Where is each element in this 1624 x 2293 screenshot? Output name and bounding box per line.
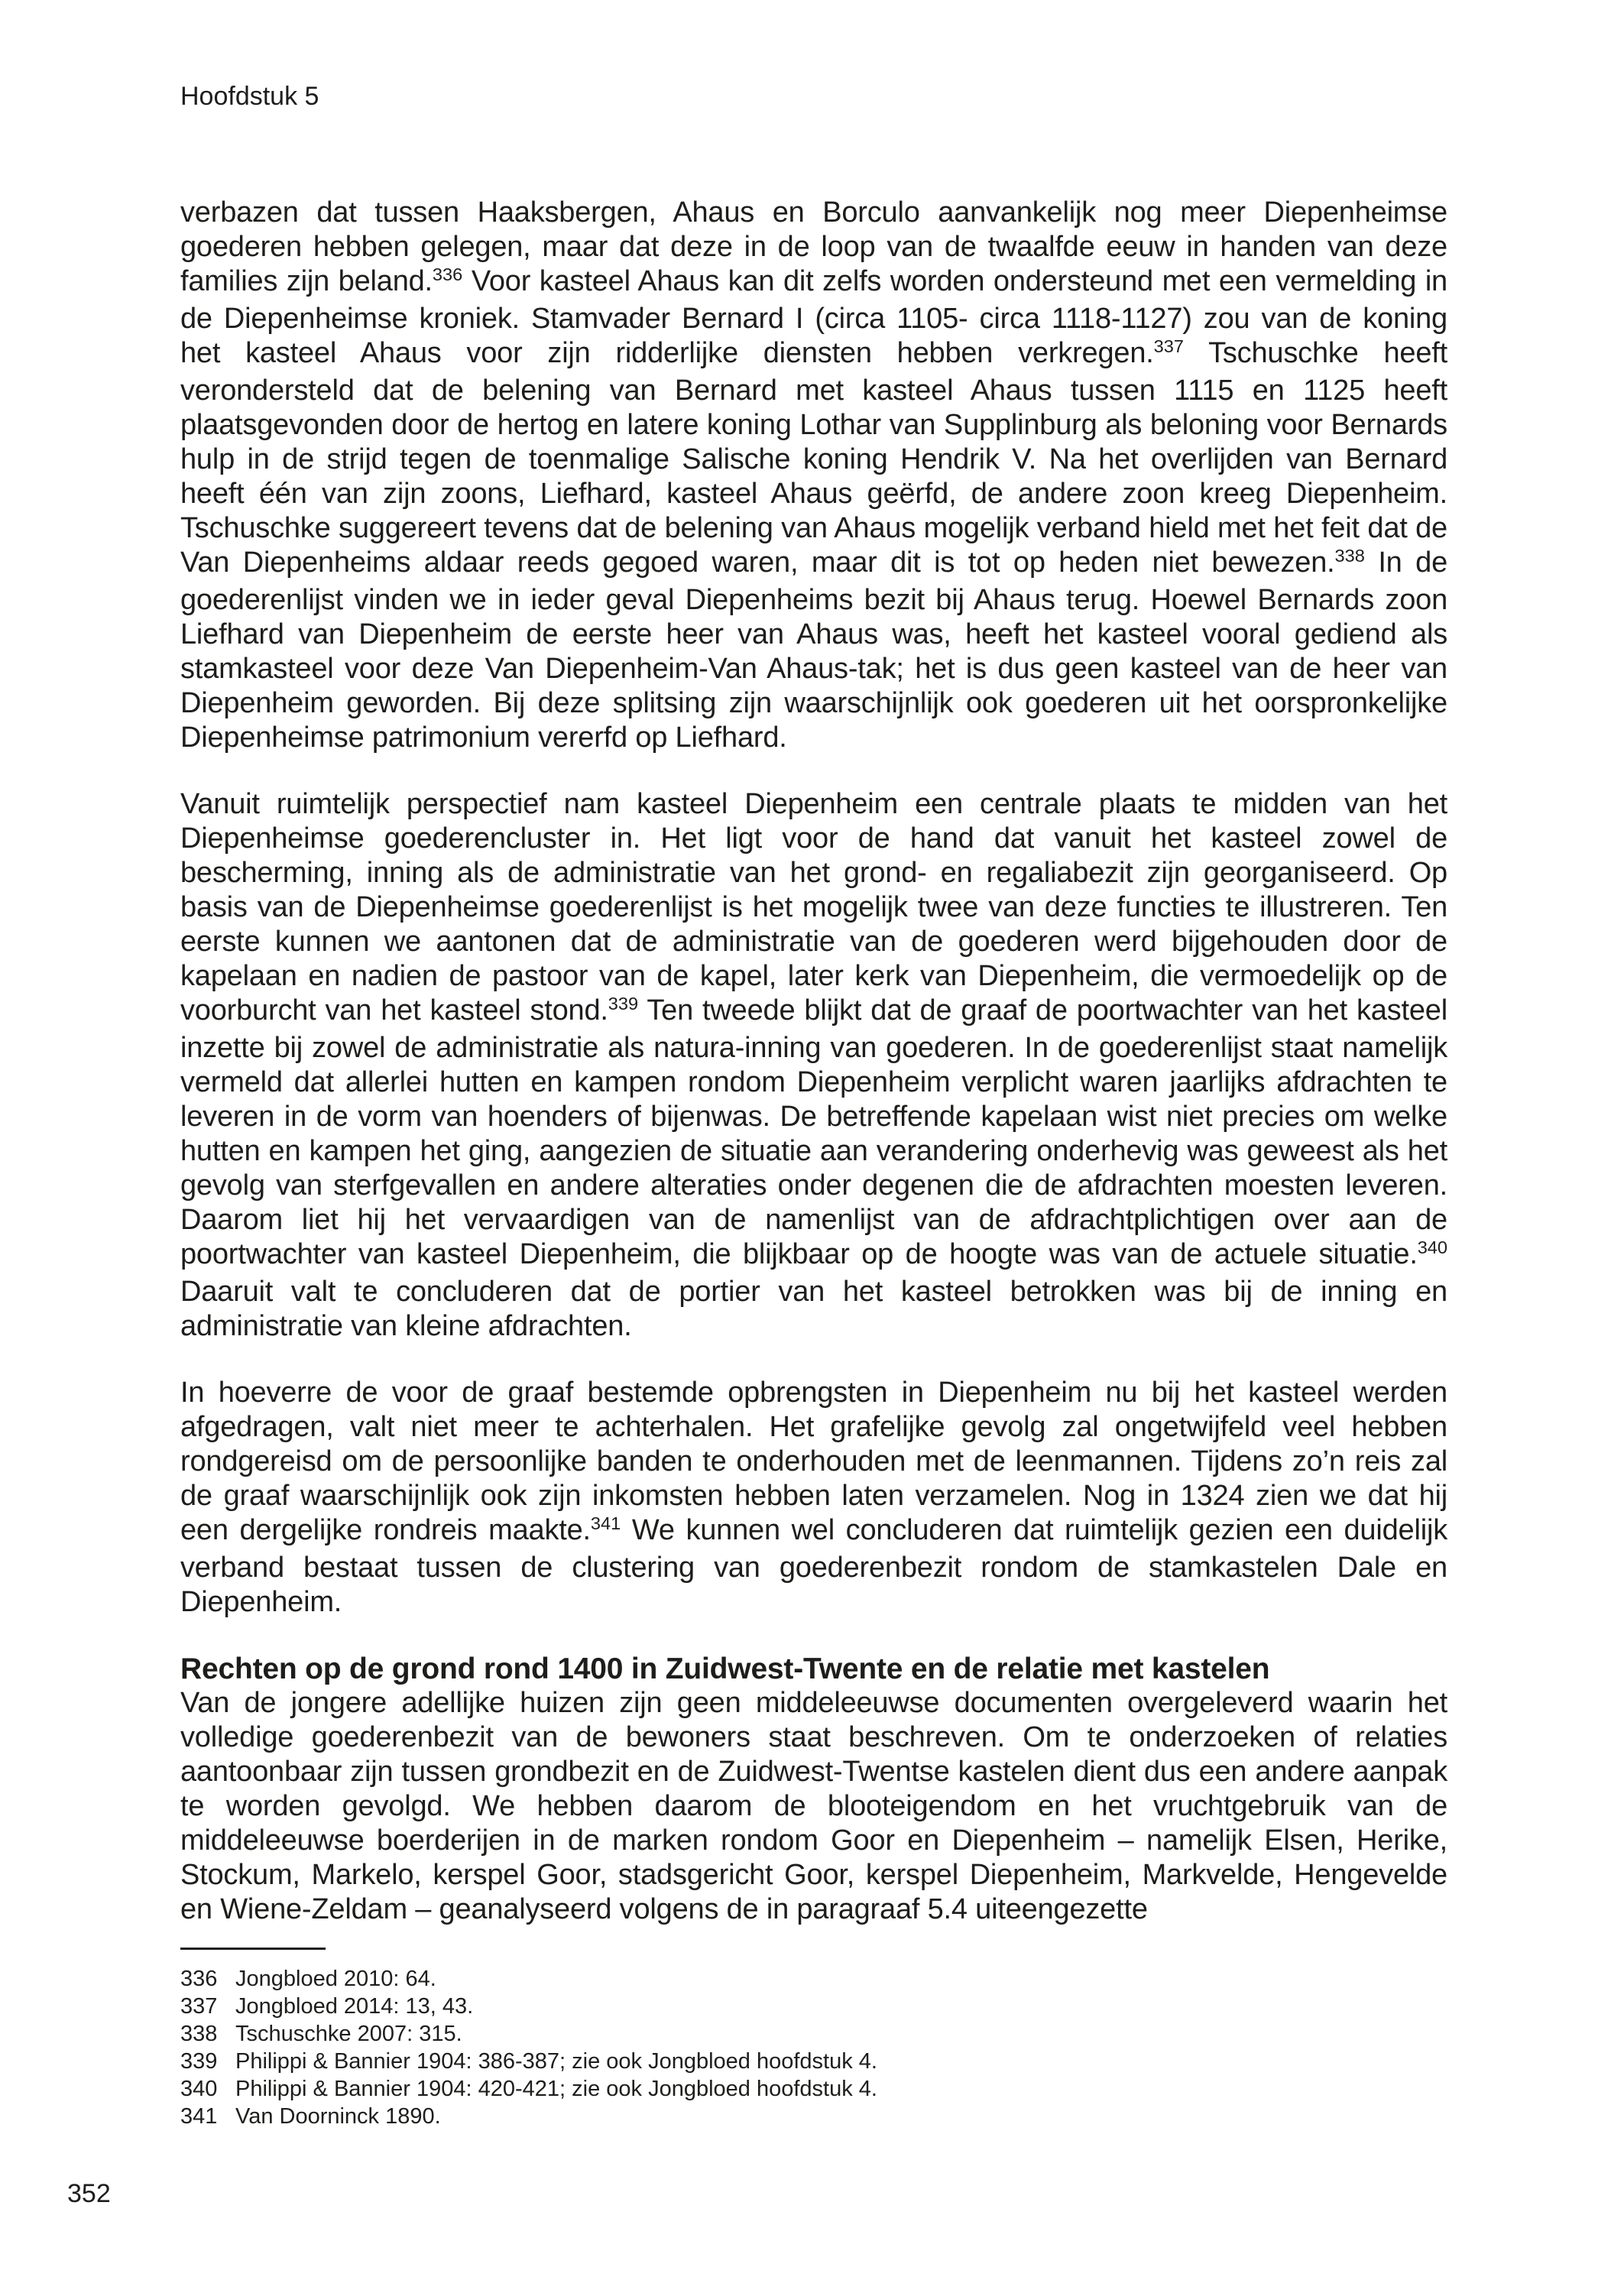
footnote-number: 341	[180, 2104, 218, 2129]
footnote	[180, 2048, 1447, 2075]
footnote-marker: 337	[1153, 336, 1184, 357]
running-header: Hoofdstuk 5	[180, 82, 319, 111]
paragraph: verbazen dat tussen Haaksbergen, Ahaus en Borculo aanvankelijk nog meer Diepenheimse goederen hebben gelegen, maar dat deze in de loop van de twaalfde eeuw in handen van deze families zijn beland.$^{336}$ Voor kasteel Ahaus kan dit zelfs worden ondersteund met een vermelding in de Diepenheimse kroniek. Stamvader Bernard I (circa 1105- circa 1118-1127) zou van de koning het kasteel Ahaus voor zijn ridderlijke diensten hebben verkregen.$^{337}$ Tschuschke heeft verondersteld dat de belening van Bernard met kasteel Ahaus tussen 1115 en 1125 heeft plaatsgevonden door de hertog en latere koning Lothar van Supplinburg als beloning voor Bernards hulp in de strijd tegen de toenmalige Salische koning Hendrik V. Na het overlijden van Bernard heeft één van zijn zoons, Liefhard, kasteel Ahaus geërfd, de andere zoon kreeg Diepenheim. Tschuschke suggereert tevens dat de belening van Ahaus mogelijk verband hield met het feit dat de Van Diepenheims aldaar reeds gegoed waren, maar dit is tot op heden niet bewezen.$^{338}$ In de goederenlijst vinden we in ieder geval Diepenheims bezit bij Ahaus terug. Hoewel Bernards zoon Liefhard van Diepenheim de eerste heer van Ahaus was, heeft het kasteel vooral gediend als stamkasteel voor deze Van Diepenheim-Van Ahaus-tak; het is dus geen kasteel van de heer van Diepenheim geworden. Bij deze splitsing zijn waarschijnlijk ook goederen uit het oorspronkelijke Diepenheimse patrimonium vererfd op Liefhard.	[180, 196, 1448, 754]
footnote-marker: 341	[590, 1513, 621, 1534]
section-heading: Rechten op de grond rond 1400 in Zuidwest-Twente en de relatie met kastelen	[180, 1652, 1270, 1685]
footnote-list	[180, 1965, 1447, 2130]
footnote-marker: 336	[432, 264, 463, 285]
footnote-marker: 338	[1334, 546, 1365, 566]
footnote	[180, 2075, 1447, 2103]
footnote	[180, 2103, 1447, 2130]
footnote-text: Tschuschke 2007: 315.	[235, 2022, 462, 2046]
footnote-marker: 339	[608, 994, 639, 1014]
footnote-number: 338	[180, 2022, 218, 2046]
paragraph: Vanuit ruimtelijk perspectief nam kasteel Diepenheim een centrale plaats te midden van het Diepenheimse goederencluster in. Het ligt voor de hand dat vanuit het kasteel zowel de bescherming, inning als de administratie van het grond- en regaliabezit zijn georganiseerd. Op basis van de Diepenheimse goederenlijst is het mogelijk twee van deze functies te illustreren. Ten eerste kunnen we aantonen dat de administratie van de goederen werd bijgehouden door de kapelaan en nadien de pastoor van de kapel, later kerk van Diepenheim, die vermoedelijk op de voorburcht van het kasteel stond.$^{339}$ Ten tweede blijkt dat de graaf de poortwachter van het kasteel inzette bij zowel de administratie als natura-inning van goederen. In de goederenlijst staat namelijk vermeld dat allerlei hutten en kampen rondom Diepenheim verplicht waren jaarlijks afdrachten te leveren in de vorm van hoenders of bijenwas. De betreffende kapelaan wist niet precies om welke hutten en kampen het ging, aangezien de situatie aan verandering onderhevig was geweest als het gevolg van sterfgevallen en andere alteraties onder degenen die de afdrachten moesten leveren. Daarom liet hij het vervaardigen van de namenlijst van de afdrachtplichtigen over aan de poortwachter van kasteel Diepenheim, die blijkbaar op de hoogte was van de actuele situatie.$^{340}$ Daaruit valt te concluderen dat de portier van het kasteel betrokken was bij de inning en administratie van kleine afdrachten.	[180, 788, 1447, 1342]
footnote	[180, 2020, 1447, 2048]
footnote-number: 340	[180, 2077, 218, 2101]
paragraph: Van de jongere adellijke huizen zijn geen middeleeuwse documenten overgeleverd waarin het volledige goederenbezit van de bewoners staat beschreven. Om te onderzoeken of relaties aantoonbaar zijn tussen grondbezit en de Zuidwest-Twentse kastelen dient dus een andere aanpak te worden gevolgd. We hebben daarom de blooteigendom en het vruchtgebruik van de middeleeuwse boerderijen in de marken rondom Goor en Diepenheim – namelijk Elsen, Herike, Stockum, Markelo, kerspel Goor, stadsgericht Goor, kerspel Diepenheim, Markvelde, Hengevelde en Wiene-Zeldam – geanalyseerd volgens de in paragraaf 5.4 uiteengezette	[180, 1687, 1447, 1925]
paragraph: In hoeverre de voor de graaf bestemde opbrengsten in Diepenheim nu bij het kasteel werden afgedragen, valt niet meer te achterhalen. Het grafelijke gevolg zal ongetwijfeld veel hebben rondgereisd om de persoonlijke banden te onderhouden met de leenmannen. Tijdens zo’n reis zal de graaf waarschijnlijk ook zijn inkomsten hebben laten verzamelen. Nog in 1324 zien we dat hij een dergelijke rondreis maakte.$^{341}$ We kunnen wel concluderen dat ruimtelijk gezien een duidelijk verband bestaat tussen de clustering van goederenbezit rondom de stamkastelen Dale en Diepenheim.	[180, 1377, 1447, 1618]
footnotes-section	[180, 1948, 1447, 2130]
footnote	[180, 1965, 1447, 1993]
footnote-text: Van Doorninck 1890.	[235, 2104, 441, 2129]
footnote-text: Jongbloed 2010: 64.	[235, 1967, 436, 1991]
footnote-number: 336	[180, 1967, 218, 1991]
text-block	[180, 196, 1447, 1927]
footnote-text: Jongbloed 2014: 13, 43.	[235, 1994, 474, 2019]
footnote-text: Philippi & Bannier 1904: 386-387; zie ook Jongbloed hoofdstuk 4.	[235, 2049, 877, 2074]
footnote-number: 339	[180, 2049, 218, 2074]
footnote-separator	[180, 1948, 326, 1950]
footnote-marker: 340	[1417, 1237, 1447, 1258]
footnote-text: Philippi & Bannier 1904: 420-421; zie ook Jongbloed hoofdstuk 4.	[235, 2077, 877, 2101]
footnote-number: 337	[180, 1994, 218, 2019]
footnote	[180, 1993, 1447, 2020]
page-number: 352	[67, 2179, 111, 2208]
